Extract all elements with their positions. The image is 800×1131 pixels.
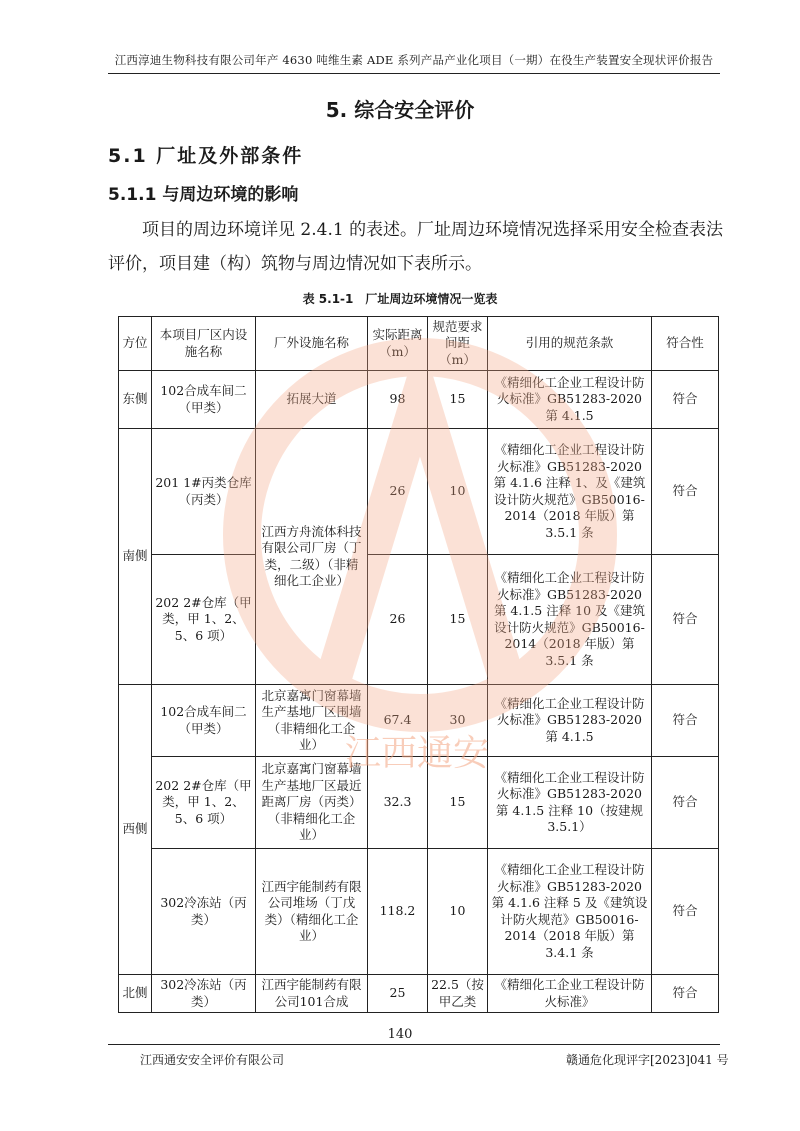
facility-cell: 202 2#仓库（甲类，甲 1、2、5、6 项）	[152, 555, 256, 685]
result-cell: 符合	[652, 975, 719, 1013]
header-cell: 本项目厂区内设施名称	[152, 317, 256, 371]
facility-cell: 201 1#丙类仓库（丙类）	[152, 429, 256, 555]
clause-cell: 《精细化工企业工程设计防火标准》GB51283-2020 第 4.1.5	[488, 685, 652, 757]
table-row-south-1	[119, 429, 719, 555]
distance-cell: 25	[368, 975, 428, 1013]
required-cell: 30	[428, 685, 488, 757]
page-number: 140	[387, 1027, 413, 1042]
header-cell: 引用的规范条款	[488, 317, 652, 371]
external-cell: 拓展大道	[256, 371, 368, 429]
running-header: 江西淳迪生物科技有限公司年产 4630 吨维生素 ADE 系列产品产业化项目（一期）在役生产装置安全现状评价报告	[114, 53, 714, 67]
external-cell: 江西宇能制药有限公司堆场（丁戊类）（精细化工企业）	[256, 849, 368, 975]
header-cell: 方位	[119, 317, 152, 371]
result-cell: 符合	[652, 371, 719, 429]
header-cell: 实际距离（m）	[368, 317, 428, 371]
clause-cell: 《精细化工企业工程设计防火标准》GB51283-2020 第 4.1.5 注释 10 及《建筑设计防火规范》GB50016-2014（2018 年版）第 3.5.1 条	[488, 555, 652, 685]
distance-cell: 26	[368, 555, 428, 685]
facility-cell: 302冷冻站（丙类）	[152, 849, 256, 975]
required-cell: 10	[428, 849, 488, 975]
section-title: 5.1 厂址及外部条件	[108, 145, 304, 167]
watermark-org-text: 江西通安	[345, 733, 490, 774]
table-row-south-2	[119, 555, 719, 685]
result-cell: 符合	[652, 555, 719, 685]
header-cell: 厂外设施名称	[256, 317, 368, 371]
clause-cell: 《精细化工企业工程设计防火标准》	[488, 975, 652, 1013]
header-rule	[108, 73, 720, 74]
table-header-row	[119, 317, 719, 371]
result-cell: 符合	[652, 685, 719, 757]
external-cell: 北京嘉寓门窗幕墙生产基地厂区最近距离厂房（丙类）（非精细化工企业）	[256, 757, 368, 849]
facility-cell: 302冷冻站（丙类）	[152, 975, 256, 1013]
facility-cell: 102合成车间二（甲类）	[152, 685, 256, 757]
direction-cell: 南侧	[119, 429, 152, 685]
clause-cell: 《精细化工企业工程设计防火标准》GB51283-2020 第 4.1.6 注释 5 及《建筑设计防火规范》GB50016-2014（2018 年版）第 3.4.1 条	[488, 849, 652, 975]
external-cell: 江西宇能制药有限公司101合成	[256, 975, 368, 1013]
table-row-west-3	[119, 849, 719, 975]
distance-cell: 67.4	[368, 685, 428, 757]
distance-cell: 118.2	[368, 849, 428, 975]
distance-cell: 26	[368, 429, 428, 555]
footer-report-number: 赣通危化现评字[2023]041 号	[566, 1053, 729, 1067]
clause-cell: 《精细化工企业工程设计防火标准》GB51283-2020 第 4.1.5 注释 10（按建规 3.5.1）	[488, 757, 652, 849]
environment-table	[118, 316, 719, 1013]
subsection-title: 5.1.1 与周边环境的影响	[108, 185, 299, 205]
direction-cell: 北侧	[119, 975, 152, 1013]
clause-cell: 《精细化工企业工程设计防火标准》GB51283-2020 第 4.1.5	[488, 371, 652, 429]
external-cell: 北京嘉寓门窗幕墙生产基地厂区围墙（非精细化工企业）	[256, 685, 368, 757]
footer-company: 江西通安安全评价有限公司	[140, 1053, 285, 1067]
chapter-title: 5. 综合安全评价	[325, 98, 475, 122]
header-cell: 符合性	[652, 317, 719, 371]
distance-cell: 32.3	[368, 757, 428, 849]
table-caption: 表 5.1-1 厂址周边环境情况一览表	[302, 292, 498, 306]
external-cell: 江西方舟流体科技有限公司厂房（丁类，二级）（非精细化工企业）	[256, 429, 368, 685]
table-row-west-1	[119, 685, 719, 757]
direction-cell: 西侧	[119, 685, 152, 975]
required-cell: 22.5（按甲乙类	[428, 975, 488, 1013]
required-cell: 10	[428, 429, 488, 555]
result-cell: 符合	[652, 429, 719, 555]
clause-cell: 《精细化工企业工程设计防火标准》GB51283-2020 第 4.1.6 注释 1、及《建筑设计防火规范》GB50016-2014（2018 年版）第 3.5.1 条	[488, 429, 652, 555]
body-paragraph: 项目的周边环境详见 2.4.1 的表述。厂址周边环境情况选择采用安全检查表法评价，项目建（构）筑物与周边情况如下表所示。	[108, 220, 724, 274]
facility-cell: 102合成车间二（甲类）	[152, 371, 256, 429]
result-cell: 符合	[652, 849, 719, 975]
facility-cell: 202 2#仓库（甲类，甲 1、2、5、6 项）	[152, 757, 256, 849]
header-cell: 规范要求间距（m）	[428, 317, 488, 371]
required-cell: 15	[428, 555, 488, 685]
required-cell: 15	[428, 757, 488, 849]
table-row-north	[119, 975, 719, 1013]
table-row-east	[119, 371, 719, 429]
direction-cell: 东侧	[119, 371, 152, 429]
table-row-west-2	[119, 757, 719, 849]
result-cell: 符合	[652, 757, 719, 849]
distance-cell: 98	[368, 371, 428, 429]
required-cell: 15	[428, 371, 488, 429]
footer-rule	[108, 1044, 720, 1045]
